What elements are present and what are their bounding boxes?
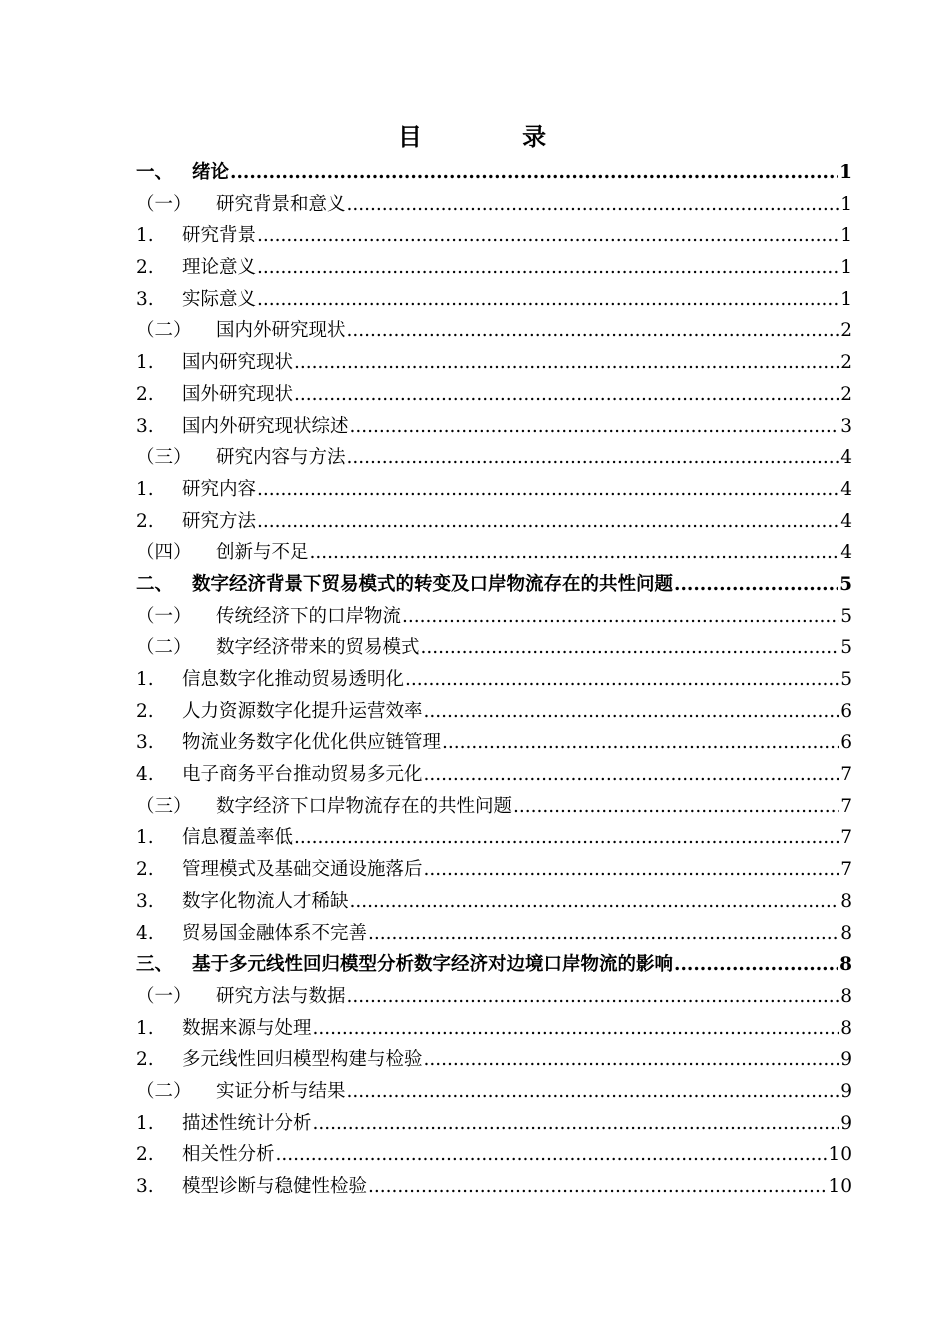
toc-entry-title: 理论意义 bbox=[182, 257, 257, 279]
toc-entry-page-number: 8 bbox=[840, 1017, 852, 1039]
toc-entry-title: 电子商务平台推动贸易多元化 bbox=[182, 764, 423, 786]
toc-entry-number: 一、 bbox=[136, 162, 174, 183]
toc-entry-page-number: 2 bbox=[840, 383, 852, 405]
toc-entry[interactable] bbox=[136, 1139, 852, 1171]
toc-entry-title: 数字经济下口岸物流存在的共性问题 bbox=[216, 795, 513, 817]
toc-entry-page-number: 8 bbox=[839, 954, 852, 976]
toc-entry-number: 3. bbox=[136, 732, 154, 754]
toc-entry-page-number: 4 bbox=[840, 542, 852, 564]
dot-leader bbox=[424, 854, 840, 886]
toc-entry-page-number: 8 bbox=[840, 922, 852, 944]
toc-entry[interactable] bbox=[136, 1076, 852, 1108]
toc-entry[interactable] bbox=[136, 981, 852, 1013]
toc-entry-number: 三、 bbox=[136, 954, 174, 976]
toc-entry-page-number: 10 bbox=[828, 1176, 852, 1197]
toc-entry[interactable] bbox=[136, 1013, 852, 1045]
toc-entry-title: 相关性分析 bbox=[182, 1144, 275, 1166]
dot-leader bbox=[368, 918, 839, 950]
toc-entry[interactable] bbox=[136, 284, 852, 316]
toc-entry-number: 2. bbox=[136, 257, 154, 279]
toc-entry-page-number: 9 bbox=[840, 1112, 852, 1134]
toc-entry-number: 2. bbox=[136, 383, 154, 405]
toc-entry-number: 3. bbox=[136, 415, 154, 437]
toc-entry-page-number: 1 bbox=[840, 193, 852, 215]
dot-leader bbox=[257, 474, 839, 506]
dot-leader bbox=[257, 506, 839, 538]
toc-entry-page-number: 2 bbox=[840, 352, 852, 374]
toc-entry-page-number: 7 bbox=[840, 764, 852, 786]
toc-entry-title: 实际意义 bbox=[182, 288, 257, 310]
toc-entry-number: 1. bbox=[136, 352, 154, 374]
toc-title: 目 录 bbox=[397, 122, 593, 151]
toc-entry[interactable] bbox=[136, 1044, 852, 1076]
toc-entry-number: 4. bbox=[136, 922, 154, 944]
toc-entry-title: 研究背景 bbox=[182, 225, 257, 247]
toc-entry[interactable] bbox=[136, 886, 852, 918]
toc-entry[interactable] bbox=[136, 411, 852, 443]
toc-entry-page-number: 7 bbox=[840, 795, 852, 817]
toc-entry[interactable] bbox=[136, 1171, 852, 1203]
toc-entry-title: 人力资源数字化提升运营效率 bbox=[182, 700, 423, 722]
toc-entry-title: 国外研究现状 bbox=[182, 383, 294, 405]
toc-entry[interactable] bbox=[136, 220, 852, 252]
toc-entry-page-number: 5 bbox=[840, 637, 852, 659]
toc-entry-page-number: 5 bbox=[839, 573, 852, 595]
dot-leader bbox=[310, 537, 840, 569]
toc-entry-page-number: 9 bbox=[840, 1049, 852, 1071]
toc-entry-number: （一） bbox=[136, 193, 192, 215]
dot-leader bbox=[513, 791, 839, 823]
dot-leader bbox=[347, 315, 840, 347]
toc-entry-title: 研究背景和意义 bbox=[216, 193, 346, 215]
toc-entry[interactable] bbox=[136, 791, 852, 823]
toc-entry-title: 数字经济带来的贸易模式 bbox=[216, 637, 420, 659]
dot-leader bbox=[294, 347, 839, 379]
toc-entry-number: 二、 bbox=[136, 573, 174, 595]
toc-entry[interactable] bbox=[136, 601, 852, 633]
toc-entry[interactable] bbox=[136, 696, 852, 728]
toc-entry-page-number: 1 bbox=[840, 257, 852, 279]
toc-entry-title: 国内外研究现状综述 bbox=[182, 415, 349, 437]
dot-leader bbox=[350, 886, 840, 918]
toc-entry-page-number: 4 bbox=[840, 447, 852, 469]
toc-entry-page-number: 6 bbox=[840, 732, 852, 754]
dot-leader bbox=[257, 252, 839, 284]
toc-entry-number: 2. bbox=[136, 859, 154, 881]
toc-entry-title: 实证分析与结果 bbox=[216, 1080, 346, 1102]
toc-entry-number: 3. bbox=[136, 288, 154, 310]
toc-entry-title: 贸易国金融体系不完善 bbox=[182, 922, 368, 944]
toc-entry-page-number: 4 bbox=[840, 478, 852, 500]
dot-leader bbox=[442, 727, 839, 759]
toc-entry-page-number: 5 bbox=[840, 605, 852, 627]
toc-entry-page-number: 8 bbox=[840, 890, 852, 912]
toc-entry-title: 基于多元线性回归模型分析数字经济对边境口岸物流的影响 bbox=[192, 954, 674, 976]
toc-entry-title: 研究方法 bbox=[182, 510, 257, 532]
toc-entry-title: 数据来源与处理 bbox=[182, 1017, 312, 1039]
toc-entry-number: 2. bbox=[136, 1049, 154, 1071]
toc-entry-number: 4. bbox=[136, 764, 154, 786]
toc-entry-number: 3. bbox=[136, 890, 154, 912]
toc-entry-title: 描述性统计分析 bbox=[182, 1112, 312, 1134]
toc-entry-page-number: 10 bbox=[828, 1144, 852, 1166]
toc-entry-page-number: 3 bbox=[840, 415, 852, 437]
toc-entry-page-number: 7 bbox=[840, 827, 852, 849]
toc-entry[interactable] bbox=[136, 854, 852, 886]
dot-leader bbox=[347, 1076, 840, 1108]
toc-entry-number: 2. bbox=[136, 1144, 154, 1166]
toc-entry-number: 1. bbox=[136, 478, 154, 500]
dot-leader bbox=[674, 949, 838, 981]
toc-entry-number: 3. bbox=[136, 1176, 154, 1197]
toc-entry-page-number: 1 bbox=[839, 162, 852, 183]
toc-entry[interactable] bbox=[136, 537, 852, 569]
toc-entry-title: 研究方法与数据 bbox=[216, 985, 346, 1007]
toc-entry-number: 2. bbox=[136, 700, 154, 722]
toc-entry-title: 多元线性回归模型构建与检验 bbox=[182, 1049, 423, 1071]
toc-entry[interactable] bbox=[136, 474, 852, 506]
toc-entry[interactable] bbox=[136, 189, 852, 221]
toc-entry-title: 绪论 bbox=[192, 162, 230, 183]
toc-entry-title: 信息覆盖率低 bbox=[182, 827, 294, 849]
toc-entry-number: （三） bbox=[136, 795, 192, 817]
toc-entry-title: 传统经济下的口岸物流 bbox=[216, 605, 402, 627]
dot-leader bbox=[276, 1139, 828, 1171]
dot-leader bbox=[347, 442, 840, 474]
toc-entry-number: 1. bbox=[136, 225, 154, 247]
toc-entry-title: 信息数字化推动贸易透明化 bbox=[182, 669, 405, 690]
toc-entry-number: （四） bbox=[136, 542, 192, 564]
toc-entry-number: 1. bbox=[136, 669, 154, 690]
dot-leader bbox=[674, 569, 838, 601]
dot-leader bbox=[405, 664, 839, 696]
dot-leader bbox=[313, 1108, 840, 1140]
toc-entry[interactable] bbox=[136, 727, 852, 759]
toc-entry-page-number: 9 bbox=[840, 1080, 852, 1102]
toc-entry-title: 管理模式及基础交通设施落后 bbox=[182, 859, 423, 881]
toc-entry[interactable] bbox=[136, 822, 852, 854]
toc-entry-number: （二） bbox=[136, 637, 192, 659]
dot-leader bbox=[424, 696, 840, 728]
toc-entry[interactable] bbox=[136, 632, 852, 664]
dot-leader bbox=[368, 1171, 827, 1203]
toc-entry-number: 1. bbox=[136, 1017, 154, 1039]
dot-leader bbox=[347, 189, 840, 221]
dot-leader bbox=[424, 1044, 840, 1076]
toc-entry-number: 1. bbox=[136, 1112, 154, 1134]
toc-entry-number: （一） bbox=[136, 985, 192, 1007]
toc-entry-page-number: 1 bbox=[840, 288, 852, 310]
toc-entry[interactable] bbox=[136, 379, 852, 411]
toc-entry[interactable] bbox=[136, 759, 852, 791]
dot-leader bbox=[313, 1013, 840, 1045]
toc-entry[interactable] bbox=[136, 1108, 852, 1140]
toc-entry-title: 国内研究现状 bbox=[182, 352, 294, 374]
toc-entry[interactable] bbox=[136, 315, 852, 347]
toc-entry-page-number: 7 bbox=[840, 859, 852, 881]
toc-entry[interactable] bbox=[136, 506, 852, 538]
toc-entry[interactable] bbox=[136, 918, 852, 950]
dot-leader bbox=[294, 379, 839, 411]
toc-entry-page-number: 6 bbox=[840, 700, 852, 722]
toc-entry[interactable] bbox=[136, 569, 852, 601]
toc-entry-title: 研究内容 bbox=[182, 478, 257, 500]
toc-entry-page-number: 4 bbox=[840, 510, 852, 532]
toc-entry-page-number: 8 bbox=[840, 985, 852, 1007]
toc-entry-page-number: 1 bbox=[840, 225, 852, 247]
dot-leader bbox=[257, 284, 839, 316]
toc-entry[interactable] bbox=[136, 664, 852, 696]
dot-leader bbox=[257, 220, 839, 252]
dot-leader bbox=[294, 822, 839, 854]
toc-entry-title: 模型诊断与稳健性检验 bbox=[182, 1176, 368, 1197]
toc-entry-title: 物流业务数字化优化供应链管理 bbox=[182, 732, 442, 754]
dot-leader bbox=[424, 759, 840, 791]
toc-entry[interactable] bbox=[136, 252, 852, 284]
toc-entry-title: 创新与不足 bbox=[216, 542, 309, 564]
toc-entry-title: 研究内容与方法 bbox=[216, 447, 346, 469]
dot-leader bbox=[230, 157, 838, 189]
dot-leader bbox=[347, 981, 840, 1013]
toc-entry-page-number: 5 bbox=[840, 669, 852, 690]
toc-entry-number: （二） bbox=[136, 320, 192, 342]
toc-entry[interactable] bbox=[136, 157, 852, 189]
toc-entry-number: 1. bbox=[136, 827, 154, 849]
toc-entry-number: （三） bbox=[136, 447, 192, 469]
toc-entry[interactable] bbox=[136, 442, 852, 474]
dot-leader bbox=[402, 601, 839, 633]
toc-entry-title: 数字化物流人才稀缺 bbox=[182, 890, 349, 912]
toc-entry[interactable] bbox=[136, 347, 852, 379]
dot-leader bbox=[421, 632, 840, 664]
toc-entry[interactable] bbox=[136, 949, 852, 981]
toc-entry-page-number: 2 bbox=[840, 320, 852, 342]
toc-entry-number: （一） bbox=[136, 605, 192, 627]
toc-entry-number: （二） bbox=[136, 1080, 192, 1102]
toc-entry-title: 国内外研究现状 bbox=[216, 320, 346, 342]
toc-entry-number: 2. bbox=[136, 510, 154, 532]
table-of-contents bbox=[136, 157, 852, 1203]
toc-entry-title: 数字经济背景下贸易模式的转变及口岸物流存在的共性问题 bbox=[192, 573, 674, 595]
dot-leader bbox=[350, 411, 840, 443]
